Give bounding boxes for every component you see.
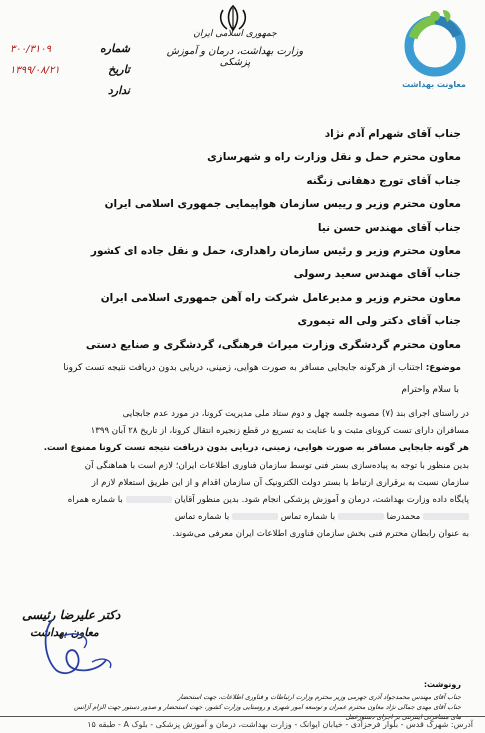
recipient-line: جناب آقای تورج دهقانی زنگنه [306,174,461,187]
attachment-label: ندارد [107,84,130,97]
body-line-part: با شماره تماس [280,512,336,523]
subject-label: موضوع: [425,363,461,373]
letter-number-row [10,42,130,63]
recipient-line: معاون محترم وزیر و رئیس سازمان راهداری، حمل و نقل جاده ای کشور [90,244,461,257]
subject-text: اجتناب از هرگونه جابجایی مسافر به صورت هوایی، زمینی، دریایی بدون دریافت نتیجه تست کرونا [63,363,423,373]
number-label: شماره [99,42,130,55]
redacted-phone [423,513,469,520]
recipient-line: معاون محترم حمل و نقل وزارت راه و شهرسازی [207,151,461,164]
copy-line: های مسافرتی اینترنتی بر اجرای دستورعمل [345,713,461,721]
body-line-part: پایگاه داده وزارت بهداشت، درمان و آموزش پزشکی انجام شود. بدین منظور آقایان [174,494,469,505]
recipient-line: جناب آقای مهندس سعید رسولی [293,268,461,281]
letter-metadata [10,42,130,105]
redacted-phone [232,513,278,520]
body-line-part: محمدرضا [386,512,421,523]
body-line [16,509,469,526]
ministry-name: وزارت بهداشت، درمان و آموزش پزشکی [166,46,304,68]
number-value: ۳۰۰/۳۱۰۹ [10,44,51,55]
handwritten-signature-icon [22,612,152,682]
logo-caption: معاونت بهداشت [402,80,466,89]
recipient-line: جناب آقای شهرام آدم نژاد [324,128,461,140]
date-label: تاریخ [108,63,130,76]
redacted-name [126,496,172,503]
recipient-line: جناب آقای دکتر ولی اله تیموری [297,315,461,328]
recipient-line: جناب آقای مهندس حسن نیا [317,221,461,234]
body-line: هر گونه جابجایی مسافر به صورت هوایی، زمینی، دریایی بدون دریافت نتیجه تست کرونا ممنوع است. [43,443,469,454]
date-value: ۱۳۹۹/۰۸/۲۱ [10,65,60,76]
iran-emblem-icon [213,4,253,32]
ministry-country: جمهوری اسلامی ایران [193,29,277,39]
recipients-list [40,123,461,357]
body-line [16,492,469,509]
body-line-part: با شماره همراه [67,494,123,505]
letter-subject [16,363,461,373]
letter-date-row [10,63,130,84]
recipient-line: معاون محترم وزیر و رییس سازمان هواپیمایی جمهوری اسلامی ایران [104,198,461,211]
signatory-title: معاون بهداشت [30,626,99,639]
signatory-name: دکتر علیرضا رئیسی [22,608,121,622]
letter-body [16,406,469,544]
redacted-name [338,513,384,520]
body-line: بدین منظور با توجه به پیاده‌سازی بستر فنی توسط سازمان فناوری اطلاعات ایران؛ لازم است با هماهنگی آن [84,460,469,471]
recipient-line: معاون محترم گردشگری وزارت میراث فرهنگی، گردشگری و صنایع دستی [85,338,461,351]
health-deputy-logo-icon [399,8,471,80]
body-line: به عنوان رابطان محترم فنی بخش سازمان فناوری اطلاعات ایران معرفی می‌شوند. [172,529,469,540]
address-footer: آدرس: شهرک قدس - بلوار فرحزادی - خیابان ایوانک - وزارت بهداشت، درمان و آموزش پزشکی - بلوک A - طبقه ۱۵ [0,716,485,733]
copy-line: جناب آقای مهدی جمالی نژاد معاون محترم عمران و توسعه امور شهری و روستایی وزارت کشور، جهت استحضار و صدور دستور جهت الزام آژانس [73,703,461,711]
body-line: سازمان نسبت به برقراری ارتباط با بستر دولت الکترونیک آن سازمان اقدام و از این طریق استعلام لازم از [91,477,469,488]
body-line: در راستای اجرای بند (۷) مصوبه جلسه چهل و دوم ستاد ملی مدیریت کرونا، در مورد عدم جابجایی [122,409,469,419]
body-line: مسافران دارای تست کرونای مثبت و با عنایت به تسریع در قطع زنجیره انتقال کرونا، از تاریخ ۲۸ آبان ۱۳۹۹ [90,426,469,437]
attachment-row [10,84,130,105]
copies-label: رونوشت: [423,680,461,689]
body-line-part: با شماره تماس [174,512,230,523]
greeting: با سلام واحترام [401,385,459,395]
recipient-line: معاون محترم وزیر و مدیرعامل شرکت راه آهن جمهوری اسلامی ایران [100,291,461,304]
copy-line: جناب آقای مهندس محمدجواد آذری جهرمی وزیر محترم وزارت ارتباطات و فناوری اطلاعات، جهت استحضار [177,693,461,701]
